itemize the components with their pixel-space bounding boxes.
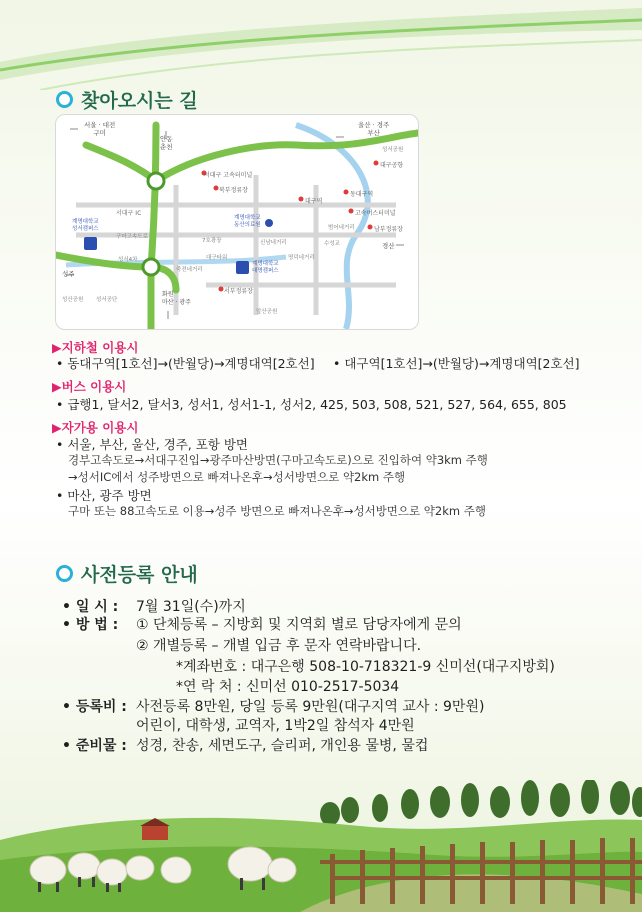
- car-dir1-line1: 경부고속도로→서대구진입→광주마산방면(구마고속도로)으로 진입하여 약3km 주행: [68, 453, 488, 467]
- subway-title: ▶지하철 이용시: [52, 340, 139, 355]
- method-label: • 방 법 :: [62, 617, 119, 633]
- map-label-dalseo: 죽전네거리: [176, 267, 203, 273]
- registration-heading: [56, 560, 198, 587]
- map-label-ulsan: 울산 · 경주 부산: [358, 121, 390, 137]
- fee-label: • 등록비 :: [62, 699, 127, 715]
- map-label-chilgok: 성서공단: [96, 297, 118, 303]
- map-label-dongdaegu: 동대구역: [350, 191, 374, 198]
- map-label-airport: 대구공항: [380, 162, 404, 169]
- directions-title: 찾아오시는 길: [81, 90, 198, 112]
- subway-route-2: • 대구역[1호선]→(반월당)→계명대역[2호선]: [333, 356, 580, 371]
- header-swoosh-decoration: [0, 0, 642, 90]
- account-info: *계좌번호 : 대구은행 508-10-718321-9 신미선(대구지방회): [176, 659, 555, 675]
- map-label-sinnam: 신남네거리: [260, 240, 287, 246]
- map-label-gyeongsan: 경산: [382, 242, 395, 250]
- map-label-bangchon: 범어네거리: [328, 225, 355, 231]
- map-label-express: 고속버스터미널: [355, 210, 396, 217]
- map-label-gyeonggi: 성서공원: [382, 147, 404, 153]
- map-label-seodaegu-ic: 서대구 IC: [116, 210, 142, 217]
- subway-route-1: • 동대구역[1호선]→(반월당)→계명대역[2호선]: [56, 356, 315, 371]
- map-label-suseong: 수성교: [324, 241, 340, 247]
- map-label-seongju: 성주: [62, 270, 75, 278]
- car-title: ▶자가용 이용시: [52, 420, 139, 435]
- map-label-seongseo-campus: 계명대학교 성서캠퍼스: [72, 219, 99, 232]
- map-label-seobu: 서부정류장: [224, 288, 253, 295]
- car-dir1-line2: →성서IC에서 성주방면으로 빠져나온후→성서방면으로 약2km 주행: [68, 470, 406, 484]
- method-group: ① 단체등록 – 지방회 및 지역회 별로 담당자에게 문의: [136, 617, 462, 633]
- map-label-bukbu: 북부정류장: [219, 187, 248, 194]
- car-dir1-head: • 서울, 부산, 울산, 경주, 포항 방면: [56, 437, 249, 452]
- car-dir2-head: • 마산, 광주 방면: [56, 488, 152, 503]
- map-label-terminal: 서대구 고속터미널: [204, 172, 253, 179]
- circle-bullet-icon: [56, 565, 73, 582]
- contact-info: *연 락 처 : 신미선 010-2517-5034: [176, 679, 400, 695]
- map-label-hwawon: 화원 마산 · 광주: [162, 291, 191, 306]
- map-label-tower: 대구타워: [206, 255, 228, 261]
- directions-heading: [56, 86, 198, 113]
- map-label-andong: 안동 춘천: [160, 135, 173, 151]
- prep-value: 성경, 찬송, 세면도구, 슬리퍼, 개인용 물병, 물컵: [136, 738, 429, 754]
- fee-line-2: 어린이, 대학생, 교역자, 1박2일 참석자 4만원: [136, 718, 415, 734]
- map-label-myeongdeok: 명덕네거리: [288, 255, 315, 261]
- registration-title: 사전등록 안내: [81, 564, 198, 586]
- map-label-seoul: 서울 · 대전 구미: [84, 121, 116, 137]
- date-label: • 일 시 :: [62, 599, 119, 615]
- date-value: 7월 31일(수)까지: [136, 599, 246, 615]
- car-dir2-line1: 구마 또는 88고속도로 이용→성주 방면으로 빠져나온후→성서방면으로 약2km 주행: [68, 504, 486, 518]
- pasture-illustration: [0, 780, 642, 912]
- bus-title: ▶버스 이용시: [52, 379, 127, 394]
- map-label-nambu: 남부정류장: [374, 226, 403, 233]
- map-label-seongsan: 성산공원: [62, 297, 84, 303]
- fee-line-1: 사전등록 8만원, 당일 등록 9만원(대구지역 교사 : 9만원): [136, 699, 485, 715]
- location-map: [55, 114, 419, 330]
- bus-routes: • 급행1, 달서2, 달서3, 성서1, 성서1-1, 성서2, 425, 503, 508, 521, 527, 564, 655, 805: [56, 397, 567, 412]
- method-individual: ② 개별등록 – 개별 입금 후 문자 연락바랍니다.: [136, 638, 422, 654]
- circle-bullet-icon: [56, 91, 73, 108]
- map-label-apsan: 앞산공원: [256, 309, 278, 315]
- map-label-daemyeong: 계명대학교 대명캠퍼스: [252, 261, 279, 274]
- map-label-daegu-station: 대구역: [305, 198, 323, 205]
- map-label-seongseo4: 성서4차: [118, 257, 138, 263]
- map-label-dongsan: 계명대학교 동산의료원: [234, 215, 261, 228]
- map-label-7square: 7호광장: [202, 238, 222, 244]
- prep-label: • 준비물 :: [62, 738, 127, 754]
- map-label-guma: 구마고속도로: [116, 234, 148, 240]
